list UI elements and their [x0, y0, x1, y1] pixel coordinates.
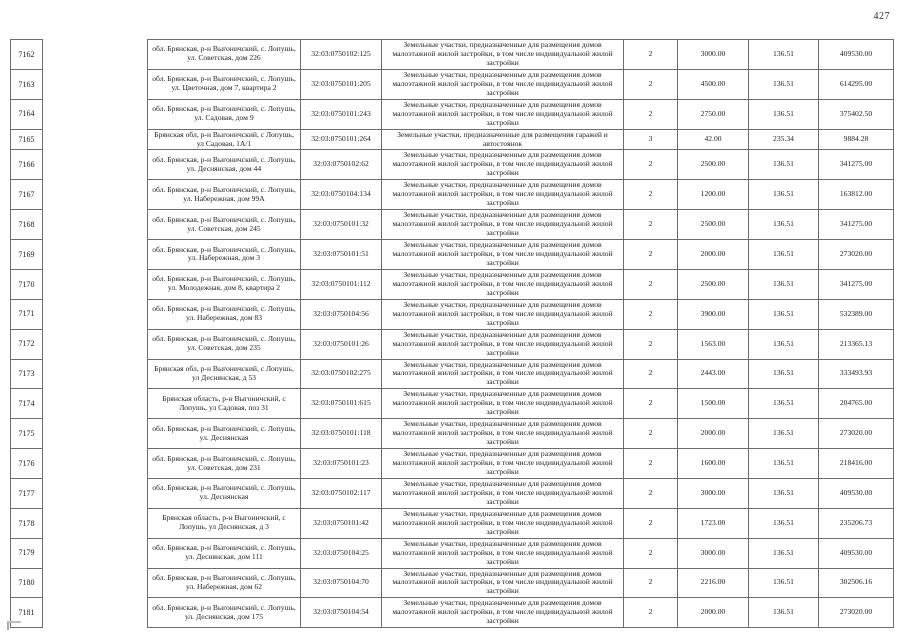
permitted-use-cell: Земельные участки, предназначенные для размещения домов малоэтажной жилой застройки, в том числе индивидуальной жилой застройки [382, 299, 624, 329]
cadastral-value-cell: 204765.00 [819, 389, 894, 419]
permitted-use-cell: Земельные участки, предназначенные для размещения домов малоэтажной жилой застройки, в том числе индивидуальной жилой застройки [382, 269, 624, 299]
table-row [11, 99, 894, 129]
cadastral-number-cell: 32:03:0750101:32 [301, 210, 382, 240]
permitted-use-cell: Земельные участки, предназначенные для размещения гаражей и автостоянок [382, 129, 624, 150]
cadastral-value-cell: 218416.00 [819, 449, 894, 479]
address-cell: обл. Брянская, р-н Выгоничский, с. Лопушь, ул. Набережная, дом 62 [148, 568, 301, 598]
spacer-cell [43, 478, 148, 508]
table-row [11, 150, 894, 180]
spacer-cell [43, 180, 148, 210]
permitted-use-cell: Земельные участки, предназначенные для размещения домов малоэтажной жилой застройки, в том числе индивидуальной жилой застройки [382, 449, 624, 479]
table-row [11, 69, 894, 99]
row-number-cell: 7179 [11, 538, 43, 568]
area-cell: 4500.00 [678, 69, 749, 99]
spacer-cell [43, 359, 148, 389]
scan-artifact [7, 621, 21, 630]
address-cell: обл. Брянская, р-н Выгоничский, с. Лопушь, ул. Набережная, дом 3 [148, 240, 301, 270]
cadastral-number-cell: 32:03:0750101:243 [301, 99, 382, 129]
spacer-cell [43, 240, 148, 270]
cadastral-value-cell: 333493.93 [819, 359, 894, 389]
permitted-use-cell: Земельные участки, предназначенные для размещения домов малоэтажной жилой застройки, в том числе индивидуальной жилой застройки [382, 598, 624, 628]
row-number-cell: 7167 [11, 180, 43, 210]
cadastral-value-cell: 302506.16 [819, 568, 894, 598]
cadastral-value-cell: 341275.00 [819, 150, 894, 180]
table-row [11, 538, 894, 568]
row-number-cell: 7166 [11, 150, 43, 180]
value-group-cell: 2 [624, 568, 678, 598]
specific-value-cell: 136.51 [749, 508, 819, 538]
address-cell: обл. Брянская, р-н Выгоничский, с. Лопушь, ул. Садовая, дом 9 [148, 99, 301, 129]
specific-value-cell: 136.51 [749, 419, 819, 449]
area-cell: 1563.00 [678, 329, 749, 359]
spacer-cell [43, 150, 148, 180]
specific-value-cell: 136.51 [749, 99, 819, 129]
table-row [11, 210, 894, 240]
value-group-cell: 2 [624, 598, 678, 628]
specific-value-cell: 136.51 [749, 329, 819, 359]
cadastral-number-cell: 32:03:0750101:23 [301, 449, 382, 479]
cadastral-value-cell: 375402.50 [819, 99, 894, 129]
land-parcels-table [10, 39, 894, 628]
area-cell: 2000.00 [678, 598, 749, 628]
value-group-cell: 2 [624, 69, 678, 99]
value-group-cell: 2 [624, 99, 678, 129]
cadastral-number-cell: 32:03:0750101:42 [301, 508, 382, 538]
specific-value-cell: 136.51 [749, 69, 819, 99]
address-cell: обл. Брянская, р-н Выгоничский, с. Лопушь, ул. Набережная, дом 99А [148, 180, 301, 210]
spacer-cell [43, 69, 148, 99]
row-number-cell: 7165 [11, 129, 43, 150]
cadastral-value-cell: 273020.00 [819, 240, 894, 270]
value-group-cell: 2 [624, 449, 678, 479]
table-row [11, 299, 894, 329]
specific-value-cell: 136.51 [749, 389, 819, 419]
specific-value-cell: 136.51 [749, 299, 819, 329]
address-cell: обл. Брянская, р-н Выгоничский, с. Лопушь, ул. Деснянская, дом 111 [148, 538, 301, 568]
permitted-use-cell: Земельные участки, предназначенные для размещения домов малоэтажной жилой застройки, в том числе индивидуальной жилой застройки [382, 419, 624, 449]
permitted-use-cell: Земельные участки, предназначенные для размещения домов малоэтажной жилой застройки, в том числе индивидуальной жилой застройки [382, 329, 624, 359]
table-row [11, 240, 894, 270]
cadastral-value-cell: 341275.00 [819, 210, 894, 240]
cadastral-value-cell: 614295.00 [819, 69, 894, 99]
area-cell: 1500.00 [678, 389, 749, 419]
permitted-use-cell: Земельные участки, предназначенные для размещения домов малоэтажной жилой застройки, в том числе индивидуальной жилой застройки [382, 508, 624, 538]
value-group-cell: 2 [624, 240, 678, 270]
address-cell: обл. Брянская, р-н Выгоничский, с. Лопушь, ул. Деснянская [148, 419, 301, 449]
area-cell: 3000.00 [678, 478, 749, 508]
area-cell: 3000.00 [678, 40, 749, 70]
cadastral-number-cell: 32:03:0750101:26 [301, 329, 382, 359]
cadastral-number-cell: 32:03:0750101:615 [301, 389, 382, 419]
cadastral-number-cell: 32:03:0750104:70 [301, 568, 382, 598]
area-cell: 42.00 [678, 129, 749, 150]
cadastral-number-cell: 32:03:0750101:51 [301, 240, 382, 270]
address-cell: обл. Брянская, р-н Выгоничский, с. Лопушь, ул. Советская, дом 245 [148, 210, 301, 240]
area-cell: 2750.00 [678, 99, 749, 129]
cadastral-number-cell: 32:03:0750104:25 [301, 538, 382, 568]
cadastral-value-cell: 273020.00 [819, 419, 894, 449]
row-number-cell: 7169 [11, 240, 43, 270]
table-row [11, 359, 894, 389]
permitted-use-cell: Земельные участки, предназначенные для размещения домов малоэтажной жилой застройки, в том числе индивидуальной жилой застройки [382, 568, 624, 598]
value-group-cell: 2 [624, 419, 678, 449]
spacer-cell [43, 389, 148, 419]
row-number-cell: 7162 [11, 40, 43, 70]
row-number-cell: 7175 [11, 419, 43, 449]
cadastral-value-cell: 341275.00 [819, 269, 894, 299]
cadastral-value-cell: 273020.00 [819, 598, 894, 628]
cadastral-value-cell: 409530.00 [819, 538, 894, 568]
specific-value-cell: 136.51 [749, 150, 819, 180]
table-row [11, 419, 894, 449]
specific-value-cell: 136.51 [749, 40, 819, 70]
page-number: 427 [873, 11, 890, 22]
spacer-cell [43, 129, 148, 150]
permitted-use-cell: Земельные участки, предназначенные для размещения домов малоэтажной жилой застройки, в том числе индивидуальной жилой застройки [382, 359, 624, 389]
area-cell: 2000.00 [678, 419, 749, 449]
spacer-cell [43, 568, 148, 598]
table-row [11, 129, 894, 150]
cadastral-number-cell: 32:03:0750102:275 [301, 359, 382, 389]
cadastral-value-cell: 532389.00 [819, 299, 894, 329]
permitted-use-cell: Земельные участки, предназначенные для размещения домов малоэтажной жилой застройки, в том числе индивидуальной жилой застройки [382, 210, 624, 240]
specific-value-cell: 136.51 [749, 449, 819, 479]
row-number-cell: 7180 [11, 568, 43, 598]
permitted-use-cell: Земельные участки, предназначенные для размещения домов малоэтажной жилой застройки, в том числе индивидуальной жилой застройки [382, 69, 624, 99]
value-group-cell: 2 [624, 329, 678, 359]
address-cell: обл. Брянская, р-н Выгоничский, с. Лопушь, ул. Деснянская, дом 44 [148, 150, 301, 180]
cadastral-number-cell: 32:03:0750101:205 [301, 69, 382, 99]
permitted-use-cell: Земельные участки, предназначенные для размещения домов малоэтажной жилой застройки, в том числе индивидуальной жилой застройки [382, 99, 624, 129]
address-cell: обл. Брянская, р-н Выгоничский, с. Лопушь, ул. Советская, дом 231 [148, 449, 301, 479]
permitted-use-cell: Земельные участки, предназначенные для размещения домов малоэтажной жилой застройки, в том числе индивидуальной жилой застройки [382, 240, 624, 270]
specific-value-cell: 136.51 [749, 478, 819, 508]
table-row [11, 389, 894, 419]
cadastral-number-cell: 32:03:0750104:56 [301, 299, 382, 329]
value-group-cell: 2 [624, 478, 678, 508]
cadastral-number-cell: 32:03:0750102:62 [301, 150, 382, 180]
table-row [11, 478, 894, 508]
spacer-cell [43, 99, 148, 129]
address-cell: обл. Брянская, р-н Выгоничский, с. Лопушь, ул. Советская, дом 226 [148, 40, 301, 70]
area-cell: 2443.00 [678, 359, 749, 389]
area-cell: 3000.00 [678, 538, 749, 568]
specific-value-cell: 136.51 [749, 269, 819, 299]
spacer-cell [43, 299, 148, 329]
permitted-use-cell: Земельные участки, предназначенные для размещения домов малоэтажной жилой застройки, в том числе индивидуальной жилой застройки [382, 478, 624, 508]
permitted-use-cell: Земельные участки, предназначенные для размещения домов малоэтажной жилой застройки, в том числе индивидуальной жилой застройки [382, 180, 624, 210]
spacer-cell [43, 419, 148, 449]
spacer-cell [43, 269, 148, 299]
value-group-cell: 2 [624, 269, 678, 299]
specific-value-cell: 136.51 [749, 598, 819, 628]
row-number-cell: 7168 [11, 210, 43, 240]
row-number-cell: 7171 [11, 299, 43, 329]
spacer-cell [43, 329, 148, 359]
specific-value-cell: 136.51 [749, 240, 819, 270]
spacer-cell [43, 40, 148, 70]
address-cell: обл. Брянская, р-н Выгоничский, с. Лопушь, ул. Цветочная, дом 7, квартира 2 [148, 69, 301, 99]
specific-value-cell: 136.51 [749, 568, 819, 598]
permitted-use-cell: Земельные участки, предназначенные для размещения домов малоэтажной жилой застройки, в том числе индивидуальной жилой застройки [382, 40, 624, 70]
row-number-cell: 7163 [11, 69, 43, 99]
area-cell: 1600.00 [678, 449, 749, 479]
table-row [11, 269, 894, 299]
area-cell: 2216.00 [678, 568, 749, 598]
address-cell: обл. Брянская, р-н Выгоничский, с. Лопушь, ул. Деснянская, дом 175 [148, 598, 301, 628]
row-number-cell: 7176 [11, 449, 43, 479]
cadastral-value-cell: 213365.13 [819, 329, 894, 359]
value-group-cell: 3 [624, 129, 678, 150]
cadastral-number-cell: 32:03:0750101:112 [301, 269, 382, 299]
cadastral-number-cell: 32:03:0750101:118 [301, 419, 382, 449]
spacer-cell [43, 598, 148, 628]
cadastral-value-cell: 409530.00 [819, 478, 894, 508]
spacer-cell [43, 449, 148, 479]
cadastral-value-cell: 9884.28 [819, 129, 894, 150]
value-group-cell: 2 [624, 389, 678, 419]
address-cell: Брянская область, р-н Выгоничский, с Лопушь, ул Садовая, поз 31 [148, 389, 301, 419]
address-cell: Брянская обл, р-н Выгоничский, с Лопушь, ул Деснянская, д 53 [148, 359, 301, 389]
spacer-cell [43, 508, 148, 538]
area-cell: 1200.00 [678, 180, 749, 210]
row-number-cell: 7181 [11, 598, 43, 628]
cadastral-number-cell: 32:03:0750104:134 [301, 180, 382, 210]
row-number-cell: 7170 [11, 269, 43, 299]
cadastral-number-cell: 32:03:0750102:125 [301, 40, 382, 70]
table-row [11, 180, 894, 210]
row-number-cell: 7177 [11, 478, 43, 508]
area-cell: 1723.00 [678, 508, 749, 538]
row-number-cell: 7174 [11, 389, 43, 419]
cadastral-value-cell: 163812.00 [819, 180, 894, 210]
table-row [11, 598, 894, 628]
value-group-cell: 2 [624, 150, 678, 180]
area-cell: 2000.00 [678, 240, 749, 270]
specific-value-cell: 136.51 [749, 538, 819, 568]
spacer-cell [43, 210, 148, 240]
address-cell: обл. Брянская, р-н Выгоничский, с. Лопушь, ул. Молодежная, дом 8, квартира 2 [148, 269, 301, 299]
table-row [11, 40, 894, 70]
value-group-cell: 2 [624, 538, 678, 568]
cadastral-number-cell: 32:03:0750102:117 [301, 478, 382, 508]
cadastral-number-cell: 32:03:0750104:54 [301, 598, 382, 628]
value-group-cell: 2 [624, 508, 678, 538]
permitted-use-cell: Земельные участки, предназначенные для размещения домов малоэтажной жилой застройки, в том числе индивидуальной жилой застройки [382, 150, 624, 180]
specific-value-cell: 136.51 [749, 180, 819, 210]
permitted-use-cell: Земельные участки, предназначенные для размещения домов малоэтажной жилой застройки, в том числе индивидуальной жилой застройки [382, 538, 624, 568]
address-cell: обл. Брянская, р-н Выгоничский, с. Лопушь, ул. Советская, дом 235 [148, 329, 301, 359]
value-group-cell: 2 [624, 180, 678, 210]
specific-value-cell: 136.51 [749, 210, 819, 240]
table-row [11, 568, 894, 598]
table-row [11, 508, 894, 538]
value-group-cell: 2 [624, 359, 678, 389]
row-number-cell: 7164 [11, 99, 43, 129]
address-cell: обл. Брянская, р-н Выгоничский, с. Лопушь, ул. Набережная, дом 83 [148, 299, 301, 329]
specific-value-cell: 136.51 [749, 359, 819, 389]
value-group-cell: 2 [624, 210, 678, 240]
table-row [11, 449, 894, 479]
permitted-use-cell: Земельные участки, предназначенные для размещения домов малоэтажной жилой застройки, в том числе индивидуальной жилой застройки [382, 389, 624, 419]
row-number-cell: 7172 [11, 329, 43, 359]
row-number-cell: 7178 [11, 508, 43, 538]
value-group-cell: 2 [624, 299, 678, 329]
area-cell: 3900.00 [678, 299, 749, 329]
row-number-cell: 7173 [11, 359, 43, 389]
cadastral-value-cell: 409530.00 [819, 40, 894, 70]
address-cell: Брянская область, р-н Выгоничский, с Лопушь, ул Деснянская, д 3 [148, 508, 301, 538]
spacer-cell [43, 538, 148, 568]
area-cell: 2500.00 [678, 210, 749, 240]
table-row [11, 329, 894, 359]
area-cell: 2500.00 [678, 150, 749, 180]
cadastral-value-cell: 235206.73 [819, 508, 894, 538]
cadastral-number-cell: 32:03:0750101:264 [301, 129, 382, 150]
address-cell: обл. Брянская, р-н Выгоничский, с. Лопушь, ул. Деснянская [148, 478, 301, 508]
area-cell: 2500.00 [678, 269, 749, 299]
value-group-cell: 2 [624, 40, 678, 70]
address-cell: Брянская обл, р-н Выгоничский, с Лопушь, ул Садовая, 1А/1 [148, 129, 301, 150]
specific-value-cell: 235.34 [749, 129, 819, 150]
